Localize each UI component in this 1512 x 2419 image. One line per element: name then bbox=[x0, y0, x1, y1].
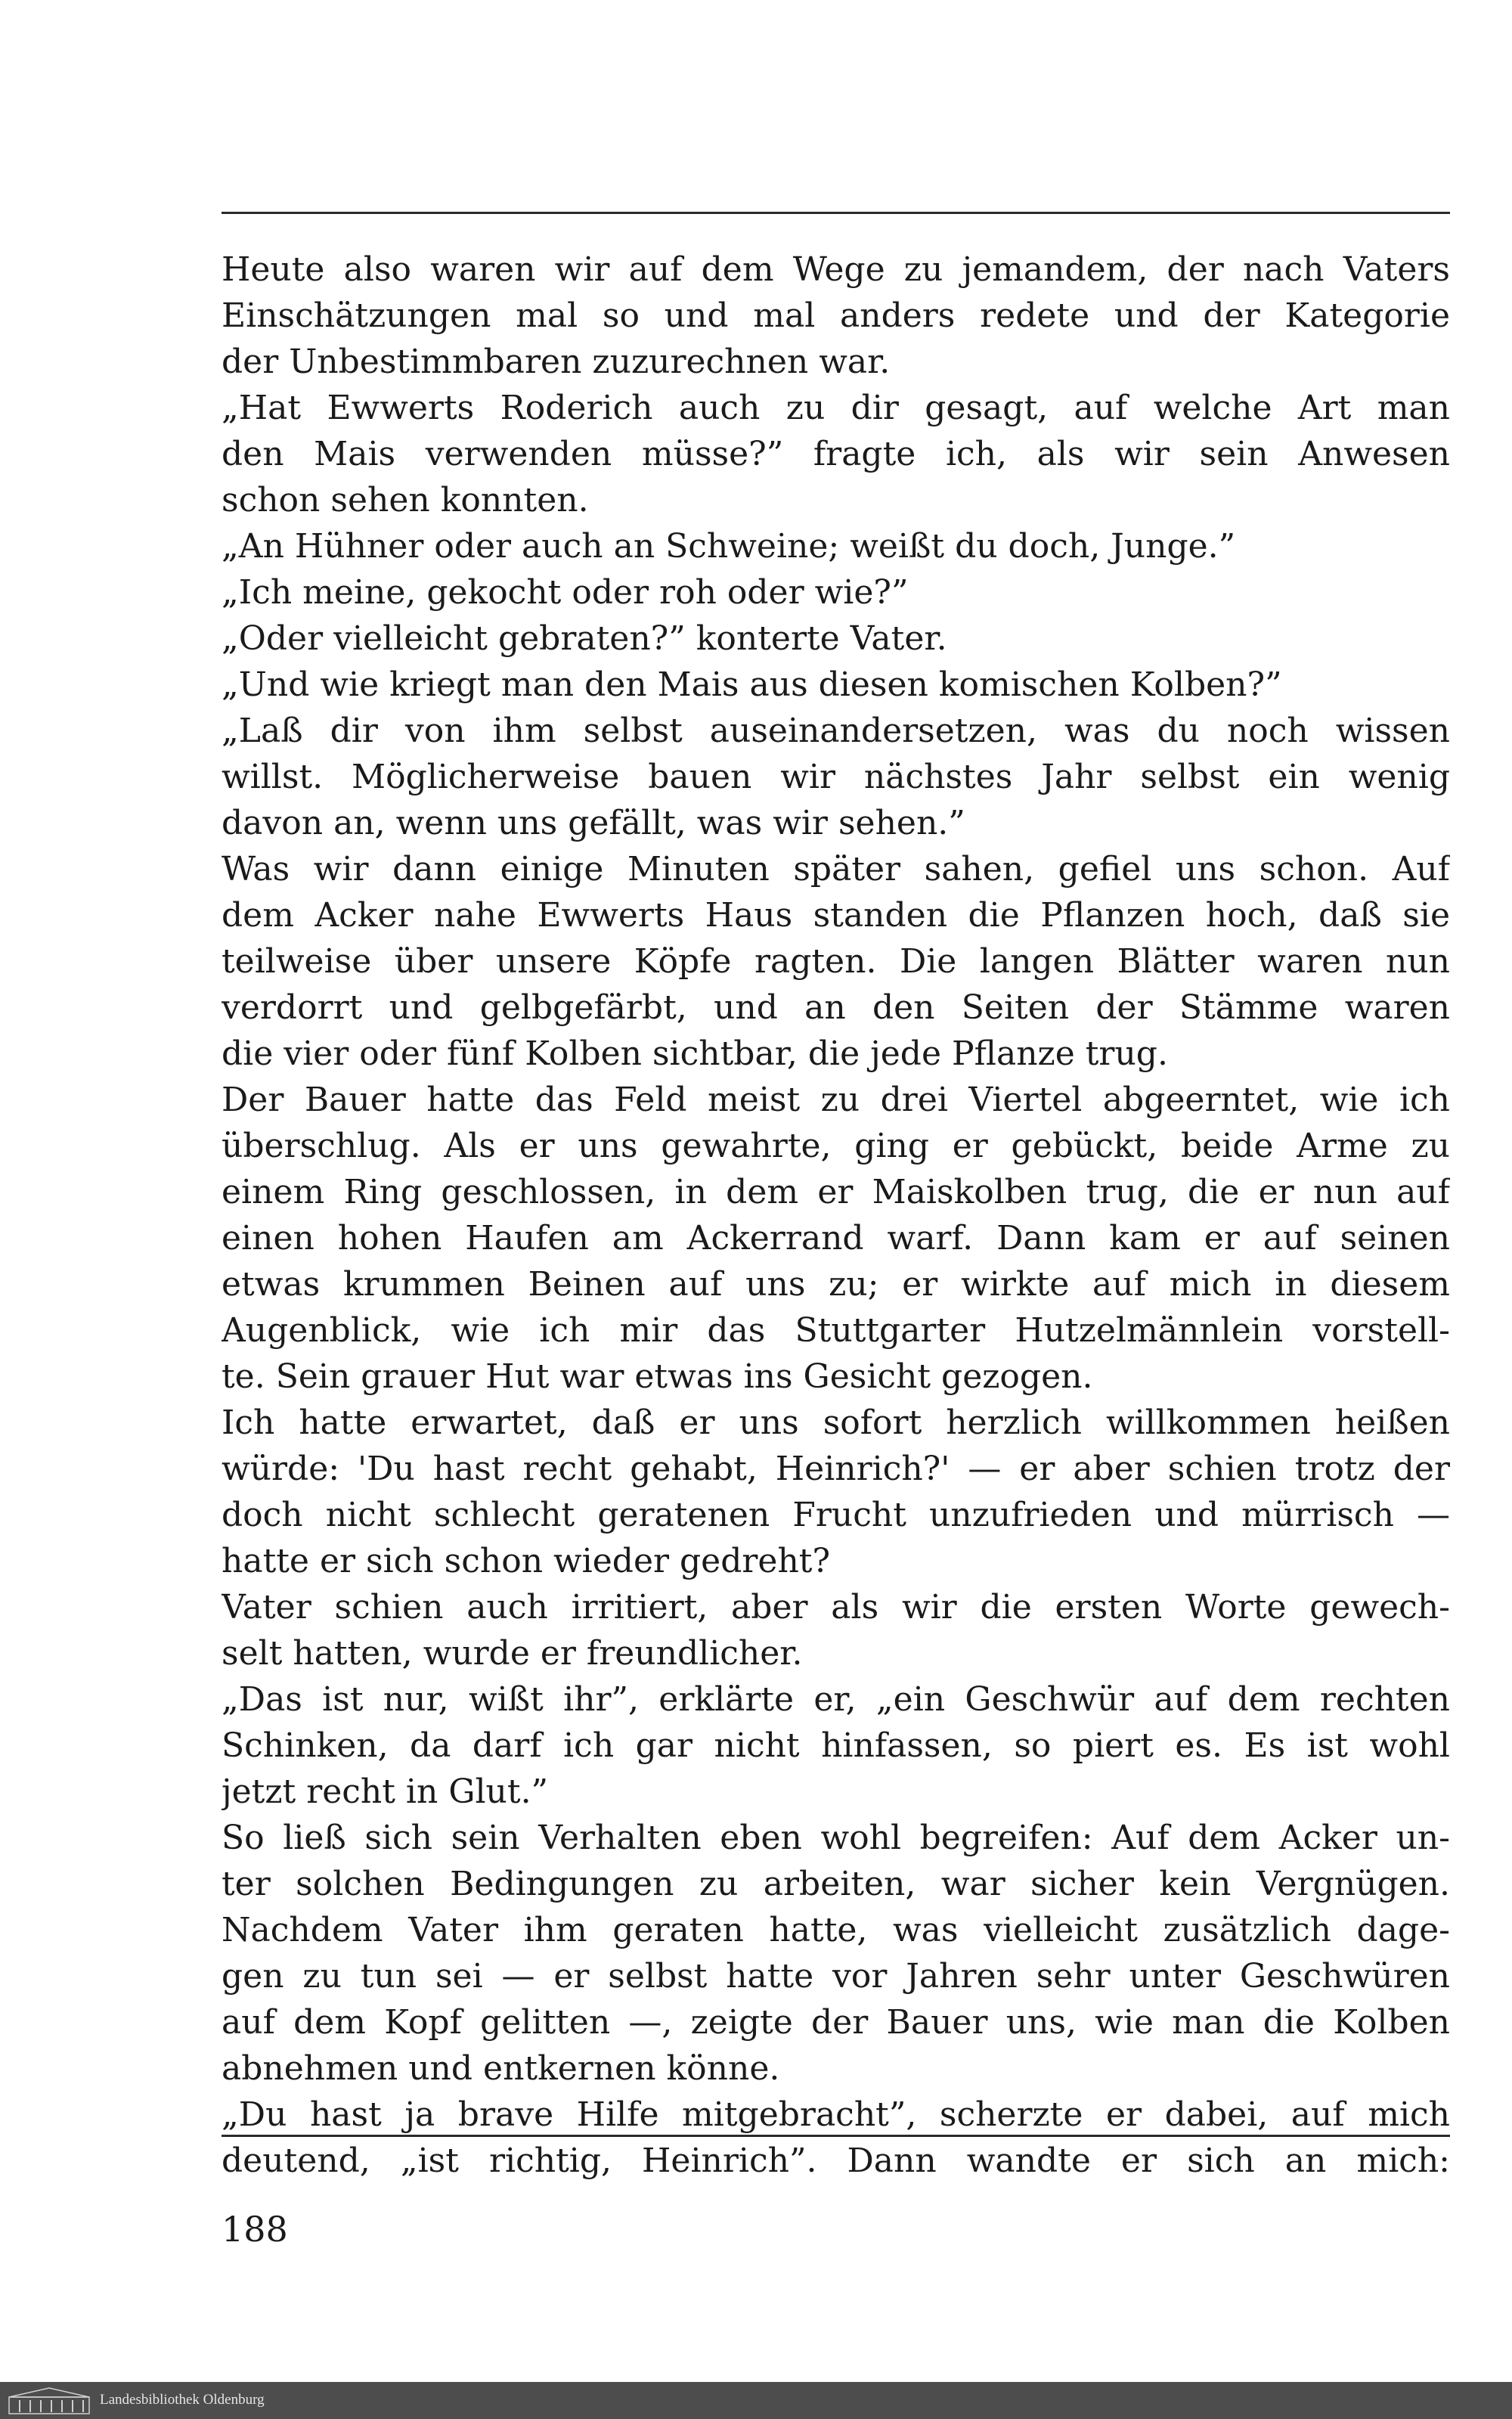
text-line: „Das ist nur, wißt ihr”, erklärte er, „ein Geschwür auf dem rechten bbox=[222, 1680, 1450, 1719]
text-line: Nachdem Vater ihm geraten hatte, was vielleicht zusätzlich dage- bbox=[222, 1911, 1450, 1949]
page-number: 188 bbox=[222, 2209, 288, 2250]
text-line: einem Ring geschlossen, in dem er Maiskolben trug, die er nun auf bbox=[222, 1173, 1450, 1211]
text-line: „Laß dir von ihm selbst auseinandersetzen, was du noch wissen bbox=[222, 712, 1450, 750]
text-line: „An Hühner oder auch an Schweine; weißt du doch, Junge.” bbox=[222, 527, 1236, 566]
text-line: auf dem Kopf gelitten —, zeigte der Bauer uns, wie man die Kolben bbox=[222, 2003, 1450, 2042]
text-line: „Und wie kriegt man den Mais aus diesen komischen Kolben?” bbox=[222, 665, 1282, 704]
text-line: Ich hatte erwartet, daß er uns sofort herzlich willkommen heißen bbox=[222, 1403, 1450, 1442]
text-line: doch nicht schlecht geratenen Frucht unzufrieden und mürrisch — bbox=[222, 1496, 1450, 1534]
bottom-rule bbox=[222, 2135, 1450, 2137]
text-line: „Oder vielleicht gebraten?” konterte Vater. bbox=[222, 619, 947, 658]
text-line: Der Bauer hatte das Feld meist zu drei Viertel abgeerntet, wie ich bbox=[222, 1081, 1450, 1119]
body-text bbox=[222, 247, 1450, 2184]
text-line: gen zu tun sei — er selbst hatte vor Jahren sehr unter Geschwüren bbox=[222, 1957, 1450, 1996]
text-line: selt hatten, wurde er freundlicher. bbox=[222, 1634, 803, 1673]
text-line: teilweise über unsere Köpfe ragten. Die langen Blätter waren nun bbox=[222, 942, 1450, 981]
text-line: Einschätzungen mal so und mal anders redete und der Kategorie bbox=[222, 296, 1450, 335]
text-line: den Mais verwenden müsse?” fragte ich, als wir sein Anwesen bbox=[222, 435, 1450, 473]
text-line: etwas krummen Beinen auf uns zu; er wirkte auf mich in diesem bbox=[222, 1265, 1450, 1304]
text-line: Augenblick, wie ich mir das Stuttgarter Hutzelmännlein vorstell- bbox=[222, 1311, 1450, 1350]
text-line: Heute also waren wir auf dem Wege zu jemandem, der nach Vaters bbox=[222, 250, 1450, 289]
text-line: Vater schien auch irritiert, aber als wir die ersten Worte gewech- bbox=[222, 1588, 1450, 1627]
text-line: ter solchen Bedingungen zu arbeiten, war sicher kein Vergnügen. bbox=[222, 1865, 1450, 1903]
text-line: Schinken, da darf ich gar nicht hinfassen, so piert es. Es ist wohl bbox=[222, 1726, 1450, 1765]
text-line: So ließ sich sein Verhalten eben wohl begreifen: Auf dem Acker un- bbox=[222, 1819, 1450, 1857]
library-footer bbox=[0, 2382, 1512, 2419]
text-line: dem Acker nahe Ewwerts Haus standen die Pflanzen hoch, daß sie bbox=[222, 896, 1450, 935]
library-name: Landesbibliothek Oldenburg bbox=[100, 2392, 265, 2408]
top-rule bbox=[222, 212, 1450, 214]
text-line: verdorrt und gelbgefärbt, und an den Seiten der Stämme waren bbox=[222, 988, 1450, 1027]
text-line: „Hat Ewwerts Roderich auch zu dir gesagt, auf welche Art man bbox=[222, 389, 1450, 427]
text-line: deutend, „ist richtig, Heinrich”. Dann wandte er sich an mich: bbox=[222, 2141, 1450, 2180]
text-line: Was wir dann einige Minuten später sahen, gefiel uns schon. Auf bbox=[222, 850, 1450, 889]
text-line: „Ich meine, gekocht oder roh oder wie?” bbox=[222, 573, 909, 612]
text-line: davon an, wenn uns gefällt, was wir sehen.” bbox=[222, 804, 965, 842]
text-line: abnehmen und entkernen könne. bbox=[222, 2049, 780, 2088]
library-building-icon bbox=[8, 2386, 91, 2414]
text-line: willst. Möglicherweise bauen wir nächstes Jahr selbst ein wenig bbox=[222, 758, 1450, 796]
text-line: te. Sein grauer Hut war etwas ins Gesicht gezogen. bbox=[222, 1357, 1093, 1396]
text-line: überschlug. Als er uns gewahrte, ging er gebückt, beide Arme zu bbox=[222, 1127, 1450, 1165]
text-line: einen hohen Haufen am Ackerrand warf. Dann kam er auf seinen bbox=[222, 1219, 1450, 1258]
text-line: jetzt recht in Glut.” bbox=[222, 1772, 549, 1811]
text-line: hatte er sich schon wieder gedreht? bbox=[222, 1542, 831, 1580]
text-line: die vier oder fünf Kolben sichtbar, die jede Pflanze trug. bbox=[222, 1034, 1168, 1073]
text-line: „Du hast ja brave Hilfe mitgebracht”, scherzte er dabei, auf mich bbox=[222, 2095, 1450, 2134]
text-line: der Unbestimmbaren zuzurechnen war. bbox=[222, 343, 891, 381]
text-line: würde: 'Du hast recht gehabt, Heinrich?' — er aber schien trotz der bbox=[222, 1450, 1450, 1488]
text-line: schon sehen konnten. bbox=[222, 481, 589, 519]
